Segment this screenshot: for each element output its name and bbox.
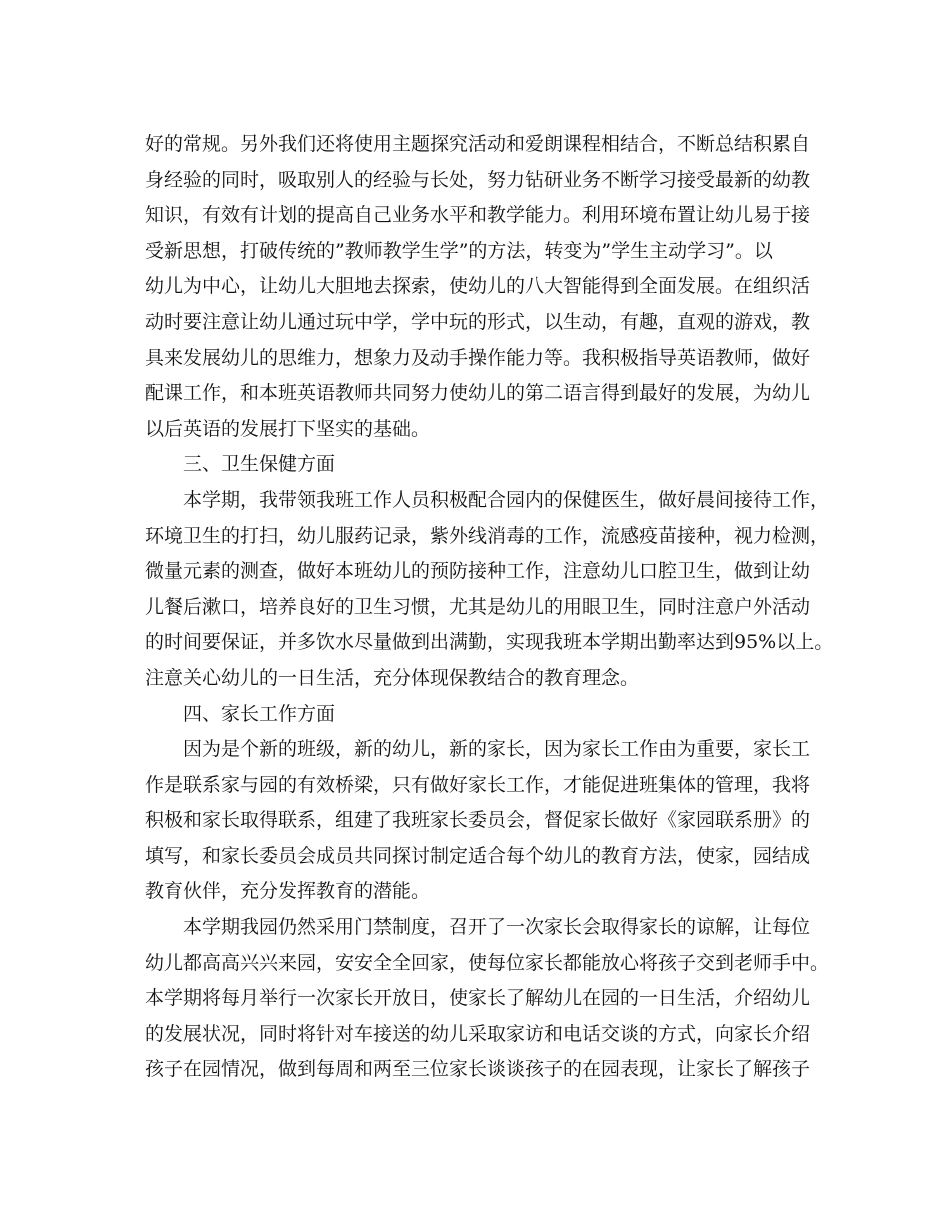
text-line: 的发展状况，同时将针对车接送的幼儿采取家访和电话交谈的方式，向家长介绍	[145, 1022, 811, 1045]
text-line: 环境卫生的打扫，幼儿服药记录，紫外线消毒的工作，流感疫苗接种，视力检测，	[145, 524, 830, 547]
text-line: 配课工作，和本班英语教师共同努力使幼儿的第二语言得到最好的发展，为幼儿	[145, 382, 811, 405]
text-line: 好的常规。另外我们还将使用主题探究活动和爱朗课程相结合，不断总结积累自	[145, 133, 811, 155]
text-line: 教育伙伴，充分发挥教育的潜能。	[145, 880, 431, 903]
text-line: 本学期我园仍然采用门禁制度，召开了一次家长会取得家长的谅解，让每位	[183, 916, 811, 939]
text-line: 幼儿都高高兴兴来园，安安全全回家，使每位家长都能放心将孩子交到老师手中。	[145, 951, 830, 974]
text-line: 本学期将每月举行一次家长开放日，使家长了解幼儿在园的一日生活，介绍幼儿	[145, 987, 811, 1010]
text-line: 孩子在园情况，做到每周和两至三位家长谈谈孩子的在园表现，让家长了解孩子	[145, 1058, 811, 1081]
text-line: 的时间要保证，并多饮水尽量做到出满勤，实现我班本学期出勤率达到95%以上。	[145, 631, 834, 654]
text-line: 微量元素的测查，做好本班幼儿的预防接种工作，注意幼儿口腔卫生，做到让幼	[145, 560, 811, 583]
text-line: 注意关心幼儿的一日生活，充分体现保教结合的教育理念。	[145, 666, 640, 689]
text-line: 身经验的同时，吸取别人的经验与长处，努力钻研业务不断学习接受最新的幼教	[145, 168, 811, 191]
text-line: 动时要注意让幼儿通过玩中学，学中玩的形式，以生动，有趣，直观的游戏，教	[145, 310, 811, 333]
text-line: 作是联系家与园的有效桥梁，只有做好家长工作，才能促进班集体的管理，我将	[145, 773, 811, 796]
text-line: 积极和家长取得联系，组建了我班家长委员会，督促家长做好《家园联系册》的	[145, 809, 811, 832]
text-line: 具来发展幼儿的思维力，想象力及动手操作能力等。我积极指导英语教师，做好	[145, 346, 811, 369]
text-line: 填写，和家长委员会成员共同探讨制定适合每个幼儿的教育方法，使家，园结成	[145, 844, 811, 867]
text-line: 以后英语的发展打下坚实的基础。	[145, 417, 431, 440]
text-line: 四、家长工作方面	[183, 702, 336, 725]
text-line: 受新思想，打破传统的”教师教学生学”的方法，转变为”学生主动学习”。以	[145, 239, 773, 262]
text-line: 因为是个新的班级，新的幼儿，新的家长，因为家长工作由为重要，家长工	[183, 738, 811, 761]
text-line: 幼儿为中心，让幼儿大胆地去探索，使幼儿的八大智能得到全面发展。在组织活	[145, 275, 811, 298]
text-line: 儿餐后漱口，培养良好的卫生习惯，尤其是幼儿的用眼卫生，同时注意户外活动	[145, 595, 811, 618]
text-line: 知识，有效有计划的提高自己业务水平和教学能力。利用环境布置让幼儿易于接	[145, 204, 811, 227]
text-line: 本学期，我带领我班工作人员积极配合园内的保健医生，做好晨间接待工作，	[183, 488, 830, 511]
text-line: 三、卫生保健方面	[183, 453, 336, 476]
document-body	[145, 127, 834, 1088]
